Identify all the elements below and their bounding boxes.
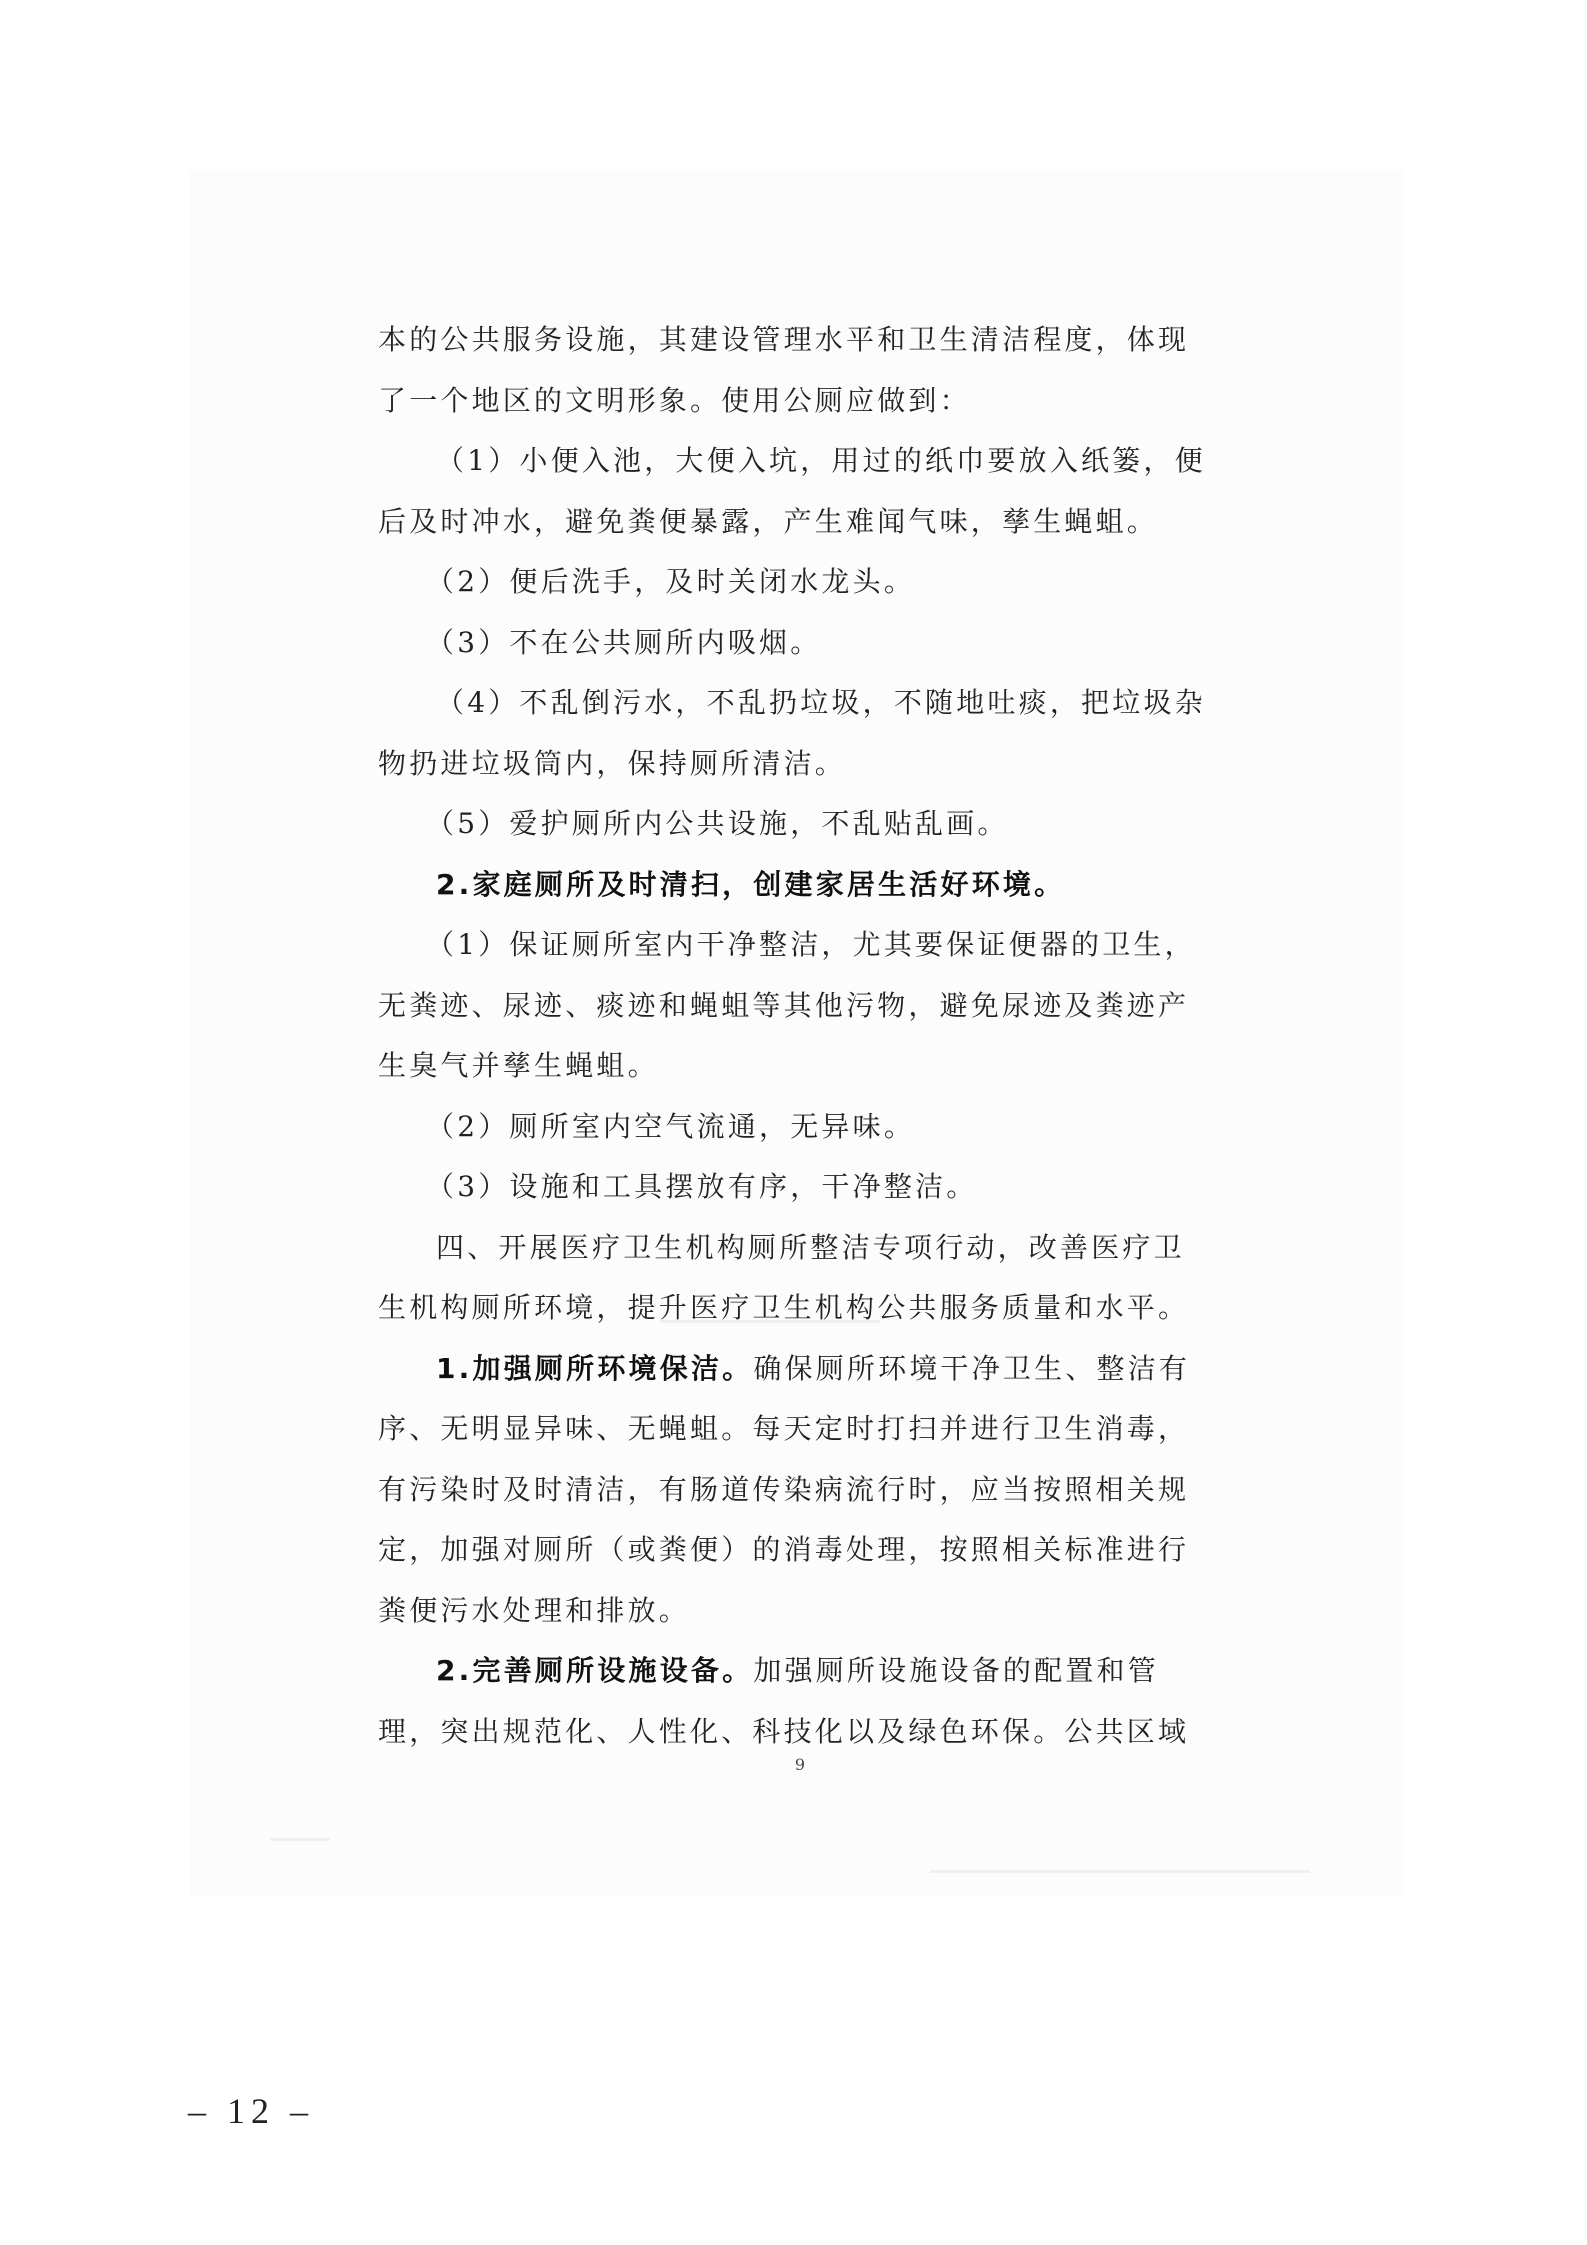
subsection-heading: 2.完善厕所设施设备。 [436, 1654, 754, 1687]
text-run: 确保厕所环境干净卫生、整洁有 [753, 1351, 1191, 1385]
text-line: 序、无明显异味、无蝇蛆。每天定时打扫并进行卫生消毒， [378, 1412, 1190, 1445]
text-line: 生臭气并孳生蝇蛆。 [378, 1049, 659, 1082]
text-line: （5）爱护厕所内公共设施，不乱贴乱画。 [426, 807, 1009, 840]
text-line: 无粪迹、尿迹、痰迹和蝇蛆等其他污物，避免尿迹及粪迹产 [378, 988, 1190, 1022]
text-line: 生机构厕所环境，提升医疗卫生机构公共服务质量和水平。 [378, 1291, 1190, 1324]
text-line [378, 1641, 1248, 1702]
text-run: 加强厕所设施设备的配置和管 [753, 1654, 1159, 1687]
text-line: 粪便污水处理和排放。 [378, 1593, 691, 1627]
text-line: （3）不在公共厕所内吸烟。 [426, 625, 822, 659]
text-line: 本的公共服务设施，其建设管理水平和卫生清洁程度，体现 [378, 323, 1190, 356]
section-heading: 四、开展医疗卫生机构厕所整洁专项行动，改善医疗卫 [436, 1230, 1185, 1264]
text-line [378, 1339, 1248, 1400]
text-line: 后及时冲水，避免粪便暴露，产生难闻气味，孳生蝇蛆。 [378, 504, 1159, 538]
body-text [378, 310, 1248, 1762]
scan-artifact [270, 1838, 330, 1841]
page-number: – 12 – [188, 2091, 314, 2131]
text-line: （1）小便入池，大便入坑，用过的纸巾要放入纸篓，便 [436, 444, 1206, 477]
text-line: （1）保证厕所室内干净整洁，尤其要保证便器的卫生， [426, 928, 1196, 961]
text-line: 定，加强对厕所（或粪便）的消毒处理，按照相关标准进行 [378, 1533, 1190, 1566]
text-line: 有污染时及时清洁，有肠道传染病流行时，应当按照相关规 [378, 1472, 1190, 1506]
inner-page-number: 9 [794, 1755, 806, 1774]
text-line: （3）设施和工具摆放有序，干净整洁。 [426, 1170, 978, 1203]
text-line: （2）便后洗手，及时关闭水龙头。 [426, 565, 916, 598]
text-line: 物扔进垃圾筒内，保持厕所清洁。 [378, 746, 847, 780]
text-line: 了一个地区的文明形象。使用公厕应做到： [378, 383, 971, 417]
scan-artifact [930, 1870, 1310, 1873]
subsection-heading: 1.加强厕所环境保洁。 [436, 1351, 754, 1385]
text-line: （2）厕所室内空气流通，无异味。 [426, 1109, 916, 1143]
section-heading: 2.家庭厕所及时清扫，创建家居生活好环境。 [436, 867, 1066, 901]
text-line: 理，突出规范化、人性化、科技化以及绿色环保。公共区域 [378, 1714, 1190, 1748]
text-line: （4）不乱倒污水，不乱扔垃圾，不随地吐痰，把垃圾杂 [436, 686, 1206, 719]
